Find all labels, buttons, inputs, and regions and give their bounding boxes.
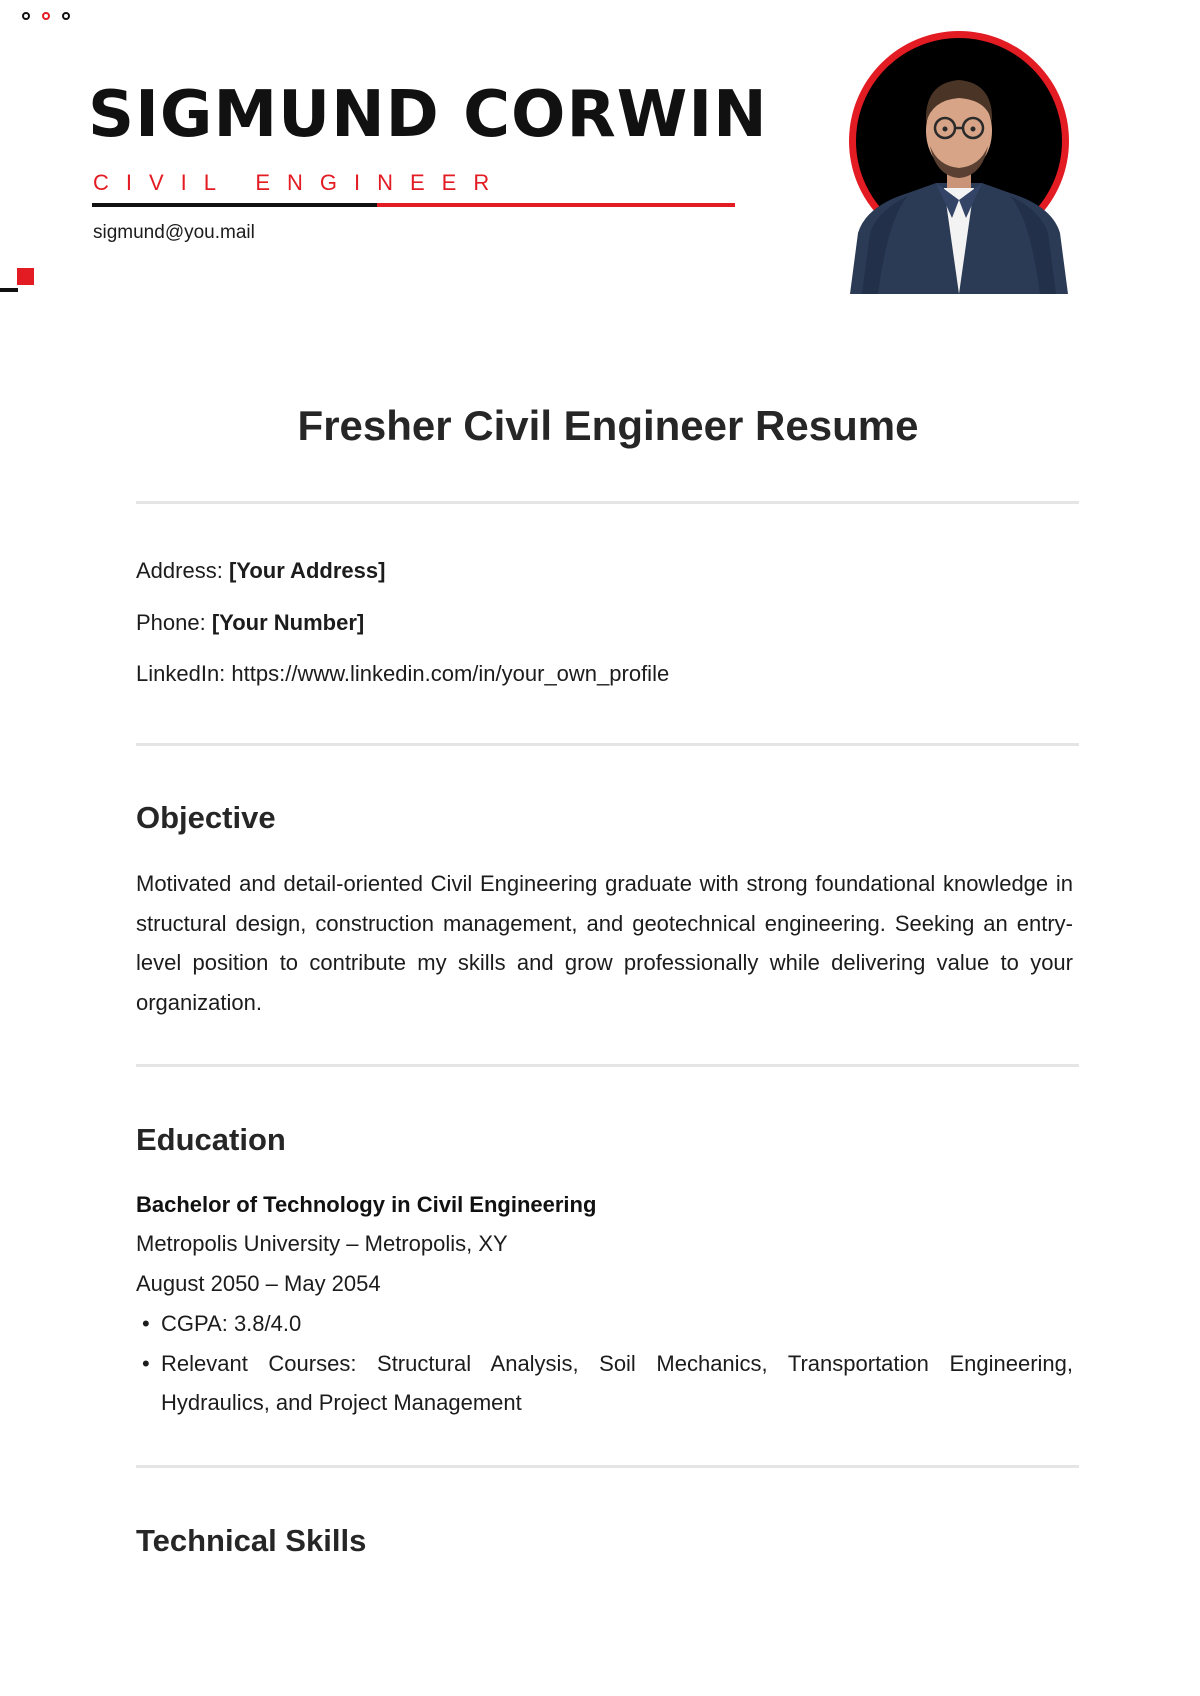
list-item: • CGPA: 3.8/4.0 <box>136 1304 1073 1344</box>
header-rule-black <box>92 203 377 207</box>
profile-photo <box>848 28 1082 294</box>
education-degree: Bachelor of Technology in Civil Engineering <box>136 1192 597 1217</box>
section-divider <box>136 501 1079 504</box>
candidate-name: SIGMUND CORWIN <box>88 78 768 152</box>
linkedin-link[interactable]: https://www.linkedin.com/in/your_own_profile <box>231 661 670 686</box>
linkedin-label: LinkedIn: <box>136 661 226 686</box>
section-divider <box>136 743 1079 746</box>
phone-value: [Your Number] <box>211 610 365 635</box>
section-divider <box>136 1465 1079 1468</box>
dot-icon <box>42 12 50 20</box>
candidate-email: sigmund@you.mail <box>93 222 255 243</box>
phone-label: Phone: <box>136 610 206 635</box>
address-value: [Your Address] <box>228 558 386 583</box>
objective-heading: Objective <box>136 800 276 835</box>
contact-address <box>136 558 385 584</box>
corner-square <box>17 268 34 285</box>
education-dates: August 2050 – May 2054 <box>136 1271 381 1296</box>
contact-linkedin <box>136 661 669 687</box>
skills-heading: Technical Skills <box>136 1523 367 1558</box>
education-heading: Education <box>136 1122 286 1157</box>
contact-phone <box>136 610 364 636</box>
candidate-role: CIVIL ENGINEER <box>93 170 507 195</box>
document-title: Fresher Civil Engineer Resume <box>297 402 919 449</box>
education-details-list <box>136 1304 1073 1423</box>
corner-bar <box>0 288 18 292</box>
address-label: Address: <box>136 558 223 583</box>
dot-icon <box>22 12 30 20</box>
list-item: • Relevant Courses: Structural Analysis, Soil Mechanics, Transportation Engineering, Hydraulics, and Project Management <box>136 1344 1073 1423</box>
objective-text: Motivated and detail-oriented Civil Engineering graduate with strong foundational knowledge in structural design, construction management, and geotechnical engineering. Seeking an entry-level position to contribute my skills and grow professionally while delivering value to your organization. <box>136 871 1073 1015</box>
header-rule-red <box>377 203 735 207</box>
decorative-dots <box>22 12 70 20</box>
education-school: Metropolis University – Metropolis, XY <box>136 1231 508 1256</box>
section-divider <box>136 1064 1079 1067</box>
dot-icon <box>62 12 70 20</box>
